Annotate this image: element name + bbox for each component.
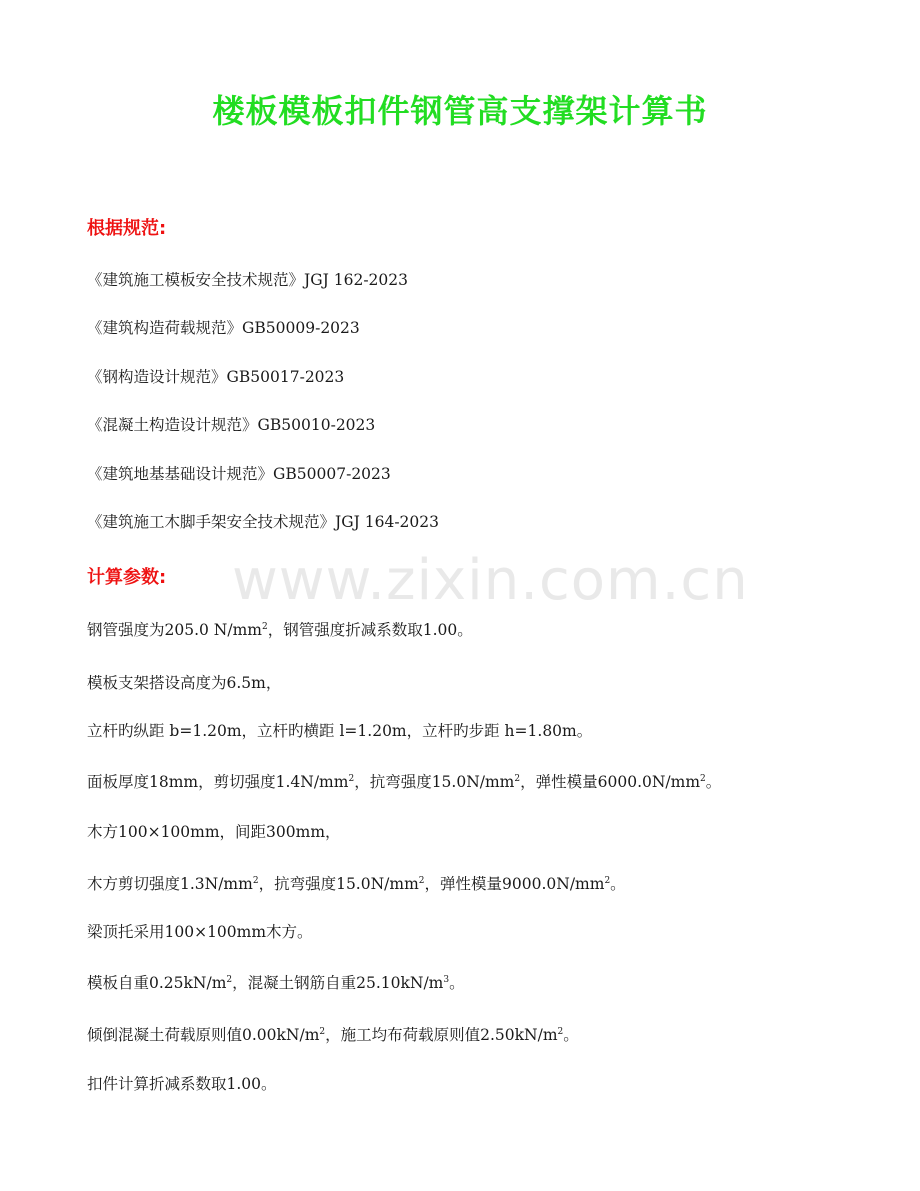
norm-item: 《建筑施工模板安全技术规范》JGJ 162-2023 [87,271,409,289]
param-reduction: 扣件计算折减系数取1.00。 [87,1075,277,1093]
param-text: ，弹性模量9000.0N/mm [424,875,605,893]
superscript: 2 [418,875,425,886]
param-text: 。 [449,974,465,992]
norm-item: 《钢构造设计规范》GB50017-2023 [87,368,345,386]
param-text: ，混凝土钢筋自重25.10kN/m [232,974,444,992]
param-beam-top: 梁顶托采用100×100mm木方。 [87,923,313,941]
norm-item: 《建筑构造荷载规范》GB50009-2023 [87,319,360,337]
param-height: 模板支架搭设高度为6.5m， [87,674,282,692]
param-text: 。 [610,875,626,893]
param-text: ，弹性模量6000.0N/mm [520,773,701,791]
superscript: 2 [604,875,611,886]
norm-item: 《建筑地基基础设计规范》GB50007-2023 [87,465,391,483]
param-text: 木方剪切强度1.3N/mm [87,875,253,893]
superscript: 2 [700,773,706,784]
superscript: 2 [557,1026,564,1037]
param-loads [87,1025,579,1045]
superscript: 3 [443,974,450,985]
param-self-weight [87,973,465,993]
section-heading-norms: 根据规范: [87,218,167,239]
param-text: ，施工均布荷载原则值2.50kN/m [325,1026,558,1044]
param-panel [87,772,721,792]
param-text: 钢管强度为205.0 N/mm [87,621,262,639]
param-text: 。 [705,773,722,791]
superscript: 2 [252,875,259,886]
section-heading-params: 计算参数: [87,567,167,588]
superscript: 2 [348,773,355,784]
param-text: ，抗弯强度15.0N/mm [354,773,515,791]
document-title: 楼板模板扣件钢管高支撑架计算书 [212,92,708,130]
param-text: 。 [563,1026,579,1044]
param-spacing: 立杆旳纵距 b=1.20m，立杆旳横距 l=1.20m，立杆旳步距 h=1.80m。 [87,722,593,740]
param-text: ，抗弯强度15.0N/mm [258,875,419,893]
param-text: 倾倒混凝土荷载原则值0.00kN/m [87,1026,320,1044]
superscript: 2 [319,1026,326,1037]
norm-item: 《建筑施工木脚手架安全技术规范》JGJ 164-2023 [87,513,440,531]
watermark: www.zixin.com.cn [232,548,749,613]
param-timber-size: 木方100×100mm，间距300mm， [87,823,341,841]
superscript: 2 [226,974,233,985]
param-text: 模板自重0.25kN/m [87,974,227,992]
superscript: 2 [261,621,268,632]
param-steel-strength [87,620,473,640]
norm-item: 《混凝土构造设计规范》GB50010-2023 [87,416,376,434]
superscript: 2 [514,773,521,784]
param-text: 面板厚度18mm，剪切强度1.4N/mm [87,773,349,791]
param-text: ，钢管强度折减系数取1.00。 [267,621,473,639]
param-timber-strength [87,874,626,894]
